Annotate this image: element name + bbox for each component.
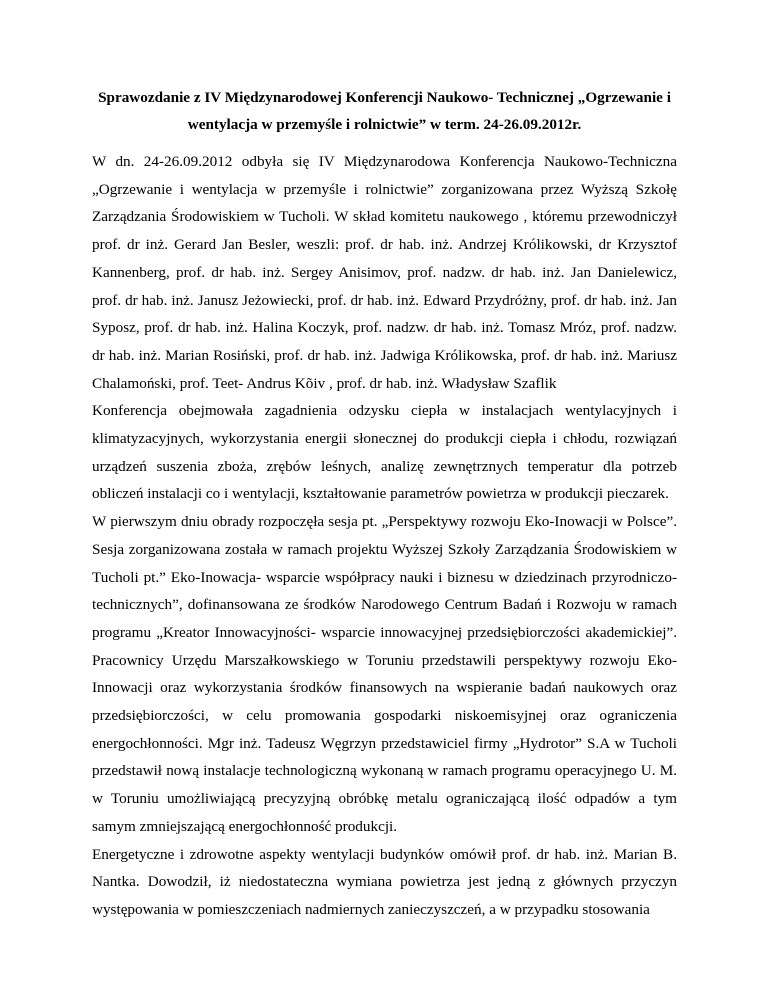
paragraph-first-day: W pierwszym dniu obrady rozpoczęła sesja pt. „Perspektywy rozwoju Eko-Inowacji w Polsce”. Sesja zorganizowana została w ramach projektu Wyższej Szkoły Zarządzania Środowiskiem w Tucholi pt.” Eko-Inowacja- wsparcie współpracy nauki i biznesu w dziedzinach przyrodniczo-technicznych”, dofinansowana ze środków Narodowego Centrum Badań i Rozwoju w ramach programu „Kreator Innowacyjności- wsparcie innowacyjnej przedsiębiorczości akademickiej”. Pracownicy Urzędu Marszałkowskiego w Toruniu przedstawili perspektywy rozwoju Eko- Innowacji oraz wykorzystania środków finansowych na wspieranie badań naukowych oraz przedsiębiorczości, w celu promowania gospodarki niskoemisyjnej oraz ograniczenia energochłonności. Mgr inż. Tadeusz Węgrzyn przedstawiciel firmy „Hydrotor” S.A w Tucholi przedstawił nową instalacje technologiczną wykonaną w ramach programu operacyjnego U. M. w Toruniu umożliwiającą precyzyjną obróbkę metalu ograniczającą ilość odpadów a tym samym zmniejszającą energochłonność produkcji.: [92, 513, 677, 835]
document-title: Sprawozdanie z IV Międzynarodowej Konferencji Naukowo- Technicznej „Ogrzewanie i wentylacja w przemyśle i rolnictwie” w term. 24-26.09.2012r.: [98, 89, 671, 133]
paragraph-ventilation: Energetyczne i zdrowotne aspekty wentylacji budynków omówił prof. dr hab. inż. Marian B. Nantka. Dowodził, iż niedostateczna wymiana powietrza jest jedną z głównych przyczyn występowania w pomieszczeniach nadmiernych zanieczyszczeń, a w przypadku stosowania: [92, 845, 677, 918]
paragraph-committee: W dn. 24-26.09.2012 odbyła się IV Międzynarodowa Konferencja Naukowo-Techniczna „Ogrzewanie i wentylacja w przemyśle i rolnictwie” zorganizowana przez Wyższą Szkołę Zarządzania Środowiskiem w Tucholi. W skład komitetu naukowego , któremu przewodniczył prof. dr inż. Gerard Jan Besler, weszli: prof. dr hab. inż. Andrzej Królikowski, dr Krzysztof Kannenberg, prof. dr hab. inż. Sergey Anisimov, prof. nadzw. dr hab. inż. Jan Danielewicz, prof. dr hab. inż. Janusz Jeżowiecki, prof. dr hab. inż. Edward Przydróżny, prof. dr hab. inż. Jan Syposz, prof. dr hab. inż. Halina Koczyk, prof. nadzw. dr hab. inż. Tomasz Mróz, prof. nadzw. dr hab. inż. Marian Rosiński, prof. dr hab. inż. Jadwiga Królikowska, prof. dr hab. inż. Mariusz Chalamoński, prof. Teet- Andrus Kõiv , prof. dr hab. inż. Władysław Szaflik: [92, 153, 677, 392]
document-body: [92, 148, 677, 924]
paragraph-topics: Konferencja obejmowała zagadnienia odzysku ciepła w instalacjach wentylacyjnych i klimatyzacyjnych, wykorzystania energii słonecznej do produkcji ciepła i chłodu, rozwiązań urządzeń suszenia zboża, zrębów leśnych, analizę zewnętrznych temperatur dla potrzeb obliczeń instalacji co i wentylacji, kształtowanie parametrów powietrza w produkcji pieczarek.: [92, 402, 677, 503]
